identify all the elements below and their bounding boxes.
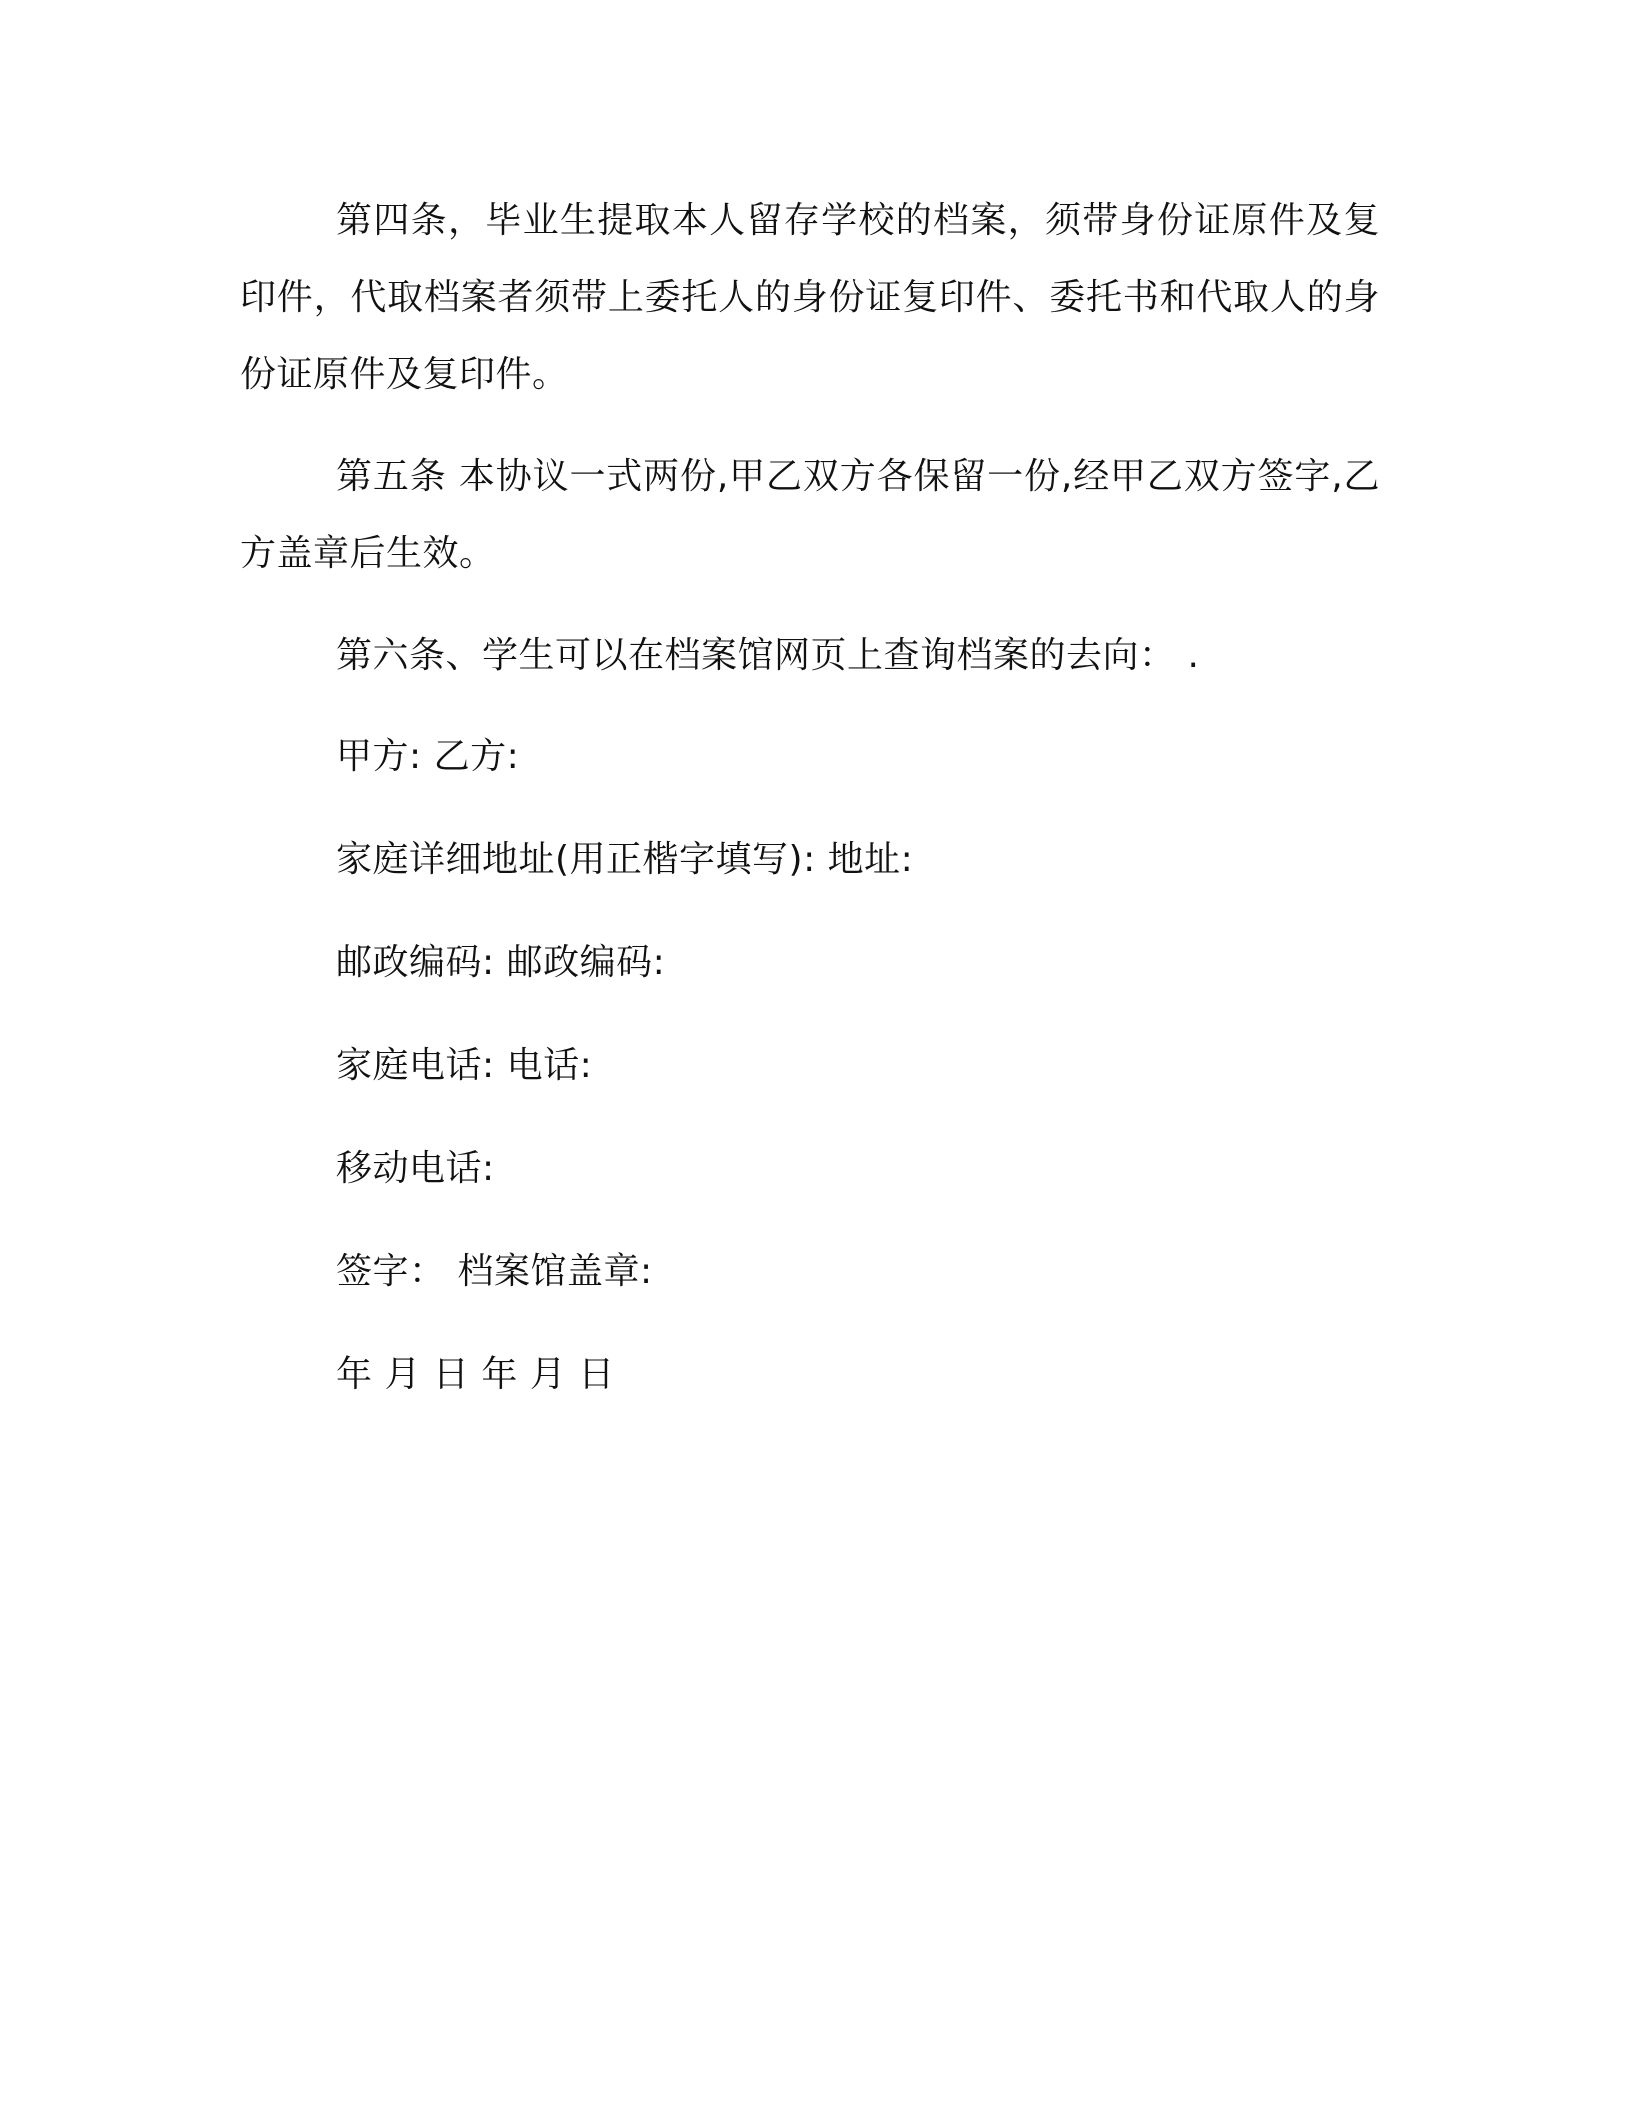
signature-line: 签字： 档案馆盖章:	[336, 1251, 653, 1292]
home-phone-line: 家庭电话: 电话:	[336, 1045, 593, 1086]
mobile-phone-line: 移动电话:	[336, 1148, 495, 1189]
parties-line: 甲方: 乙方:	[336, 736, 520, 777]
article-4-paragraph: 第四条，毕业生提取本人留存学校的档案，须带身份证原件及复印件，代取档案者须带上委托人的身份证复印件、委托书和代取人的身份证原件及复印件。	[240, 200, 1380, 395]
date-line: 年 月 日 年 月 日	[336, 1354, 615, 1395]
postcode-line: 邮政编码: 邮政编码:	[336, 942, 666, 983]
article-5-paragraph: 第五条 本协议一式两份,甲乙双方各保留一份,经甲乙双方签字,乙方盖章后生效。	[240, 456, 1380, 574]
address-line: 家庭详细地址(用正楷字填写): 地址:	[336, 839, 914, 880]
article-6-paragraph: 第六条、学生可以在档案馆网页上查询档案的去向： .	[336, 635, 1200, 676]
